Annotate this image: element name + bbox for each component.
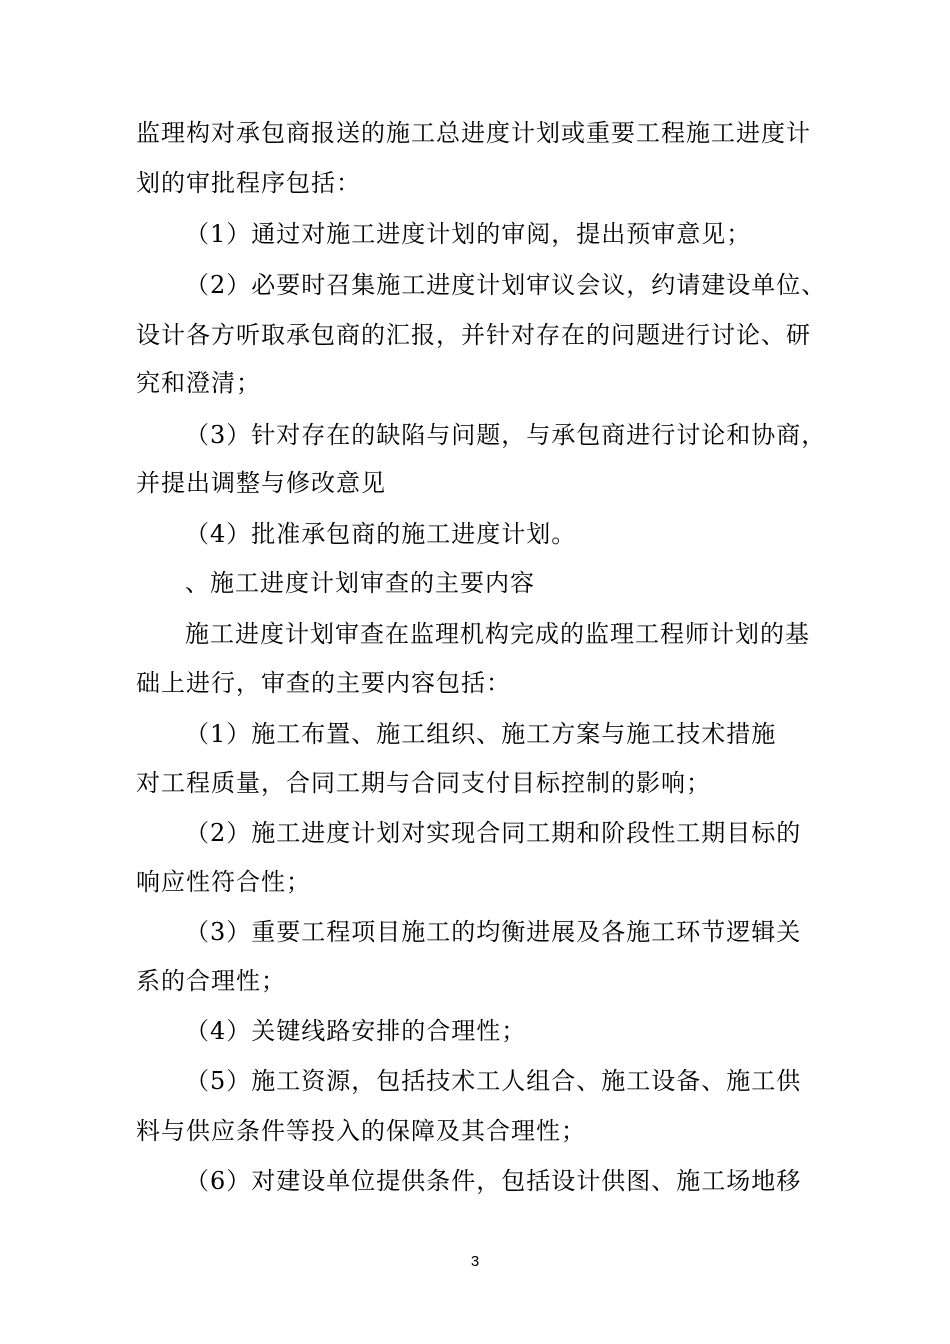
text-line-20: （5）施工资源，包括技术工人组合、施工设备、施工供 [185, 1067, 802, 1095]
text-line-4: （2）必要时召集施工进度计划审议会议，约请建设单位、 [185, 271, 827, 299]
text-line-16: 响应性符合性； [136, 868, 311, 896]
text-line-15: （2）施工进度计划对实现合同工期和阶段性工期目标的 [185, 819, 802, 847]
text-line-13: （1）施工布置、施工组织、施工方案与施工技术措施 [185, 720, 777, 748]
text-line-11: 施工进度计划审查在监理机构完成的监理工程师计划的基 [185, 620, 810, 648]
text-line-2: 划的审批程序包括： [136, 169, 361, 197]
section-heading: 、施工进度计划审查的主要内容 [185, 569, 535, 597]
text-line-6: 究和澄清； [136, 369, 261, 397]
text-line-22: （6）对建设单位提供条件，包括设计供图、施工场地移 [185, 1167, 802, 1195]
text-line-14: 对工程质量，合同工期与合同支付目标控制的影响； [136, 769, 711, 797]
text-line-3: （1）通过对施工进度计划的审阅，提出预审意见； [185, 220, 752, 248]
text-line-9: （4）批准承包商的施工进度计划。 [185, 520, 577, 548]
text-line-17: （3）重要工程项目施工的均衡进展及各施工环节逻辑关 [185, 918, 802, 946]
text-line-18: 系的合理性； [136, 967, 286, 995]
text-line-5: 设计各方听取承包商的汇报，并针对存在的问题进行讨论、研 [136, 321, 811, 349]
text-line-1: 监理构对承包商报送的施工总进度计划或重要工程施工进度计 [136, 119, 811, 147]
text-line-19: （4）关键线路安排的合理性； [185, 1017, 527, 1045]
text-line-12: 础上进行，审查的主要内容包括： [136, 669, 511, 697]
page-number: 3 [470, 1253, 480, 1270]
text-line-8: 并提出调整与修改意见 [136, 469, 386, 497]
text-line-21: 料与供应条件等投入的保障及其合理性； [136, 1117, 586, 1145]
text-line-7: （3）针对存在的缺陷与问题，与承包商进行讨论和协商， [185, 421, 827, 449]
